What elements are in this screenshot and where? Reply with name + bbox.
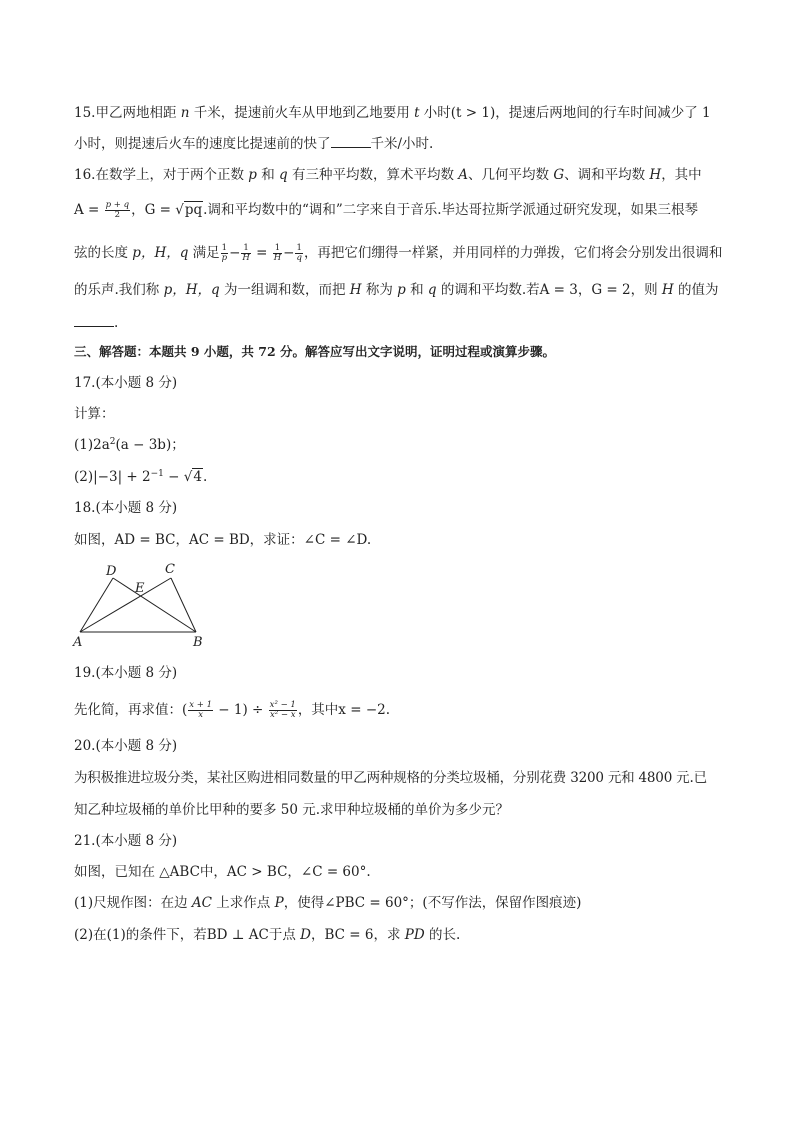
var-n: n: [180, 105, 190, 121]
text: 千米/小时.: [370, 136, 434, 152]
text: ，其中: [661, 167, 702, 183]
fraction: $\frac{\text{x² − 1}}{\text{x² − x}}$: [269, 700, 296, 720]
text: A =: [74, 202, 104, 218]
q20-line-1: 为积极推进垃圾分类，某社区购进相同数量的甲乙两种规格的分类垃圾桶，分别花费 3200 元和 4800 元.已: [74, 770, 707, 786]
q17-heading: 17.(本小题 8 分): [74, 375, 178, 391]
fraction: $\frac{1}{q}$: [296, 243, 302, 263]
text: ，再把它们绷得一样紧，并用同样的力弹拨，它们将会分别发出很调和: [303, 245, 723, 261]
text: 千米，提速前火车从甲地到乙地要用: [189, 105, 415, 121]
label-A: A: [73, 635, 83, 650]
text: 和: [256, 167, 280, 183]
text: 、调和平均数: [564, 167, 650, 183]
answer-blank[interactable]: [331, 133, 371, 148]
geometry-figure-q18: [68, 560, 218, 650]
q21-line-1: 如图，已知在 △ABC中，AC > BC，∠C = 60°.: [74, 864, 371, 880]
q16-line-1: [74, 165, 702, 185]
text: .调和平均数中的“调和”二字来自于音乐.毕达哥拉斯学派通过研究发现，如果三根琴: [203, 202, 699, 218]
fraction: $\frac{x + 1}{x}$: [189, 700, 213, 720]
fraction: $\frac{1}{p}$: [221, 243, 228, 263]
var-G: G: [553, 167, 565, 183]
segment-AD: [80, 578, 113, 632]
q15-line-1: [74, 103, 711, 123]
fraction: $\frac{1}{H}$: [242, 243, 250, 263]
q17-part-2: $(2)|-3| + 2^{-1} - √4$.: [74, 469, 208, 485]
q17-part-1: $(1)2a^2(a - 3b)$；: [74, 437, 185, 453]
vars: p，H，q: [163, 282, 220, 298]
var-q: q: [279, 167, 288, 183]
q20-line-2: 知乙种垃圾桶的单价比甲种的要多 50 元.求甲种垃圾桶的单价为多少元？: [74, 802, 510, 818]
q21-line-2: (1)尺规作图：在边 AC 上求作点 P，使得∠PBC = 60°；(不写作法，保留作图痕迹): [74, 895, 582, 911]
fraction: $\frac{1}{H}$: [273, 243, 282, 263]
text: 小时(t > 1)，提速后两地间的行车时间减少了 1: [419, 105, 711, 121]
q18-heading: 18.(本小题 8 分): [74, 500, 178, 516]
fraction: $\frac{p + q}{2}$: [105, 200, 130, 220]
q17-instruction: 计算：: [74, 406, 115, 422]
answer-blank[interactable]: [74, 312, 114, 327]
q20-heading: 20.(本小题 8 分): [74, 738, 178, 754]
text: 有三种平均数，算术平均数: [287, 167, 459, 183]
label-C: C: [165, 562, 175, 577]
text: 满足: [188, 245, 220, 261]
q21-line-3: (2)在(1)的条件下，若BD ⊥ AC于点 D，BC = 6，求 PD 的长.: [74, 927, 461, 943]
text: 为一组调和数，而把: [219, 282, 350, 298]
var-t: t: [414, 105, 420, 121]
var-A: A: [458, 167, 469, 183]
q16-line-4: 的乐声.我们称 p，H，q 为一组调和数，而把 H 称为 p 和 q 的调和平均数.若A = 3，G = 2，则 H 的值为: [74, 282, 719, 298]
q18-body: 如图，AD = BC，AC = BD，求证：∠C = ∠D.: [74, 532, 372, 548]
q19-body: 先化简，再求值：( $\frac{x + 1}{x}$ − 1) ÷ $\frac{\text{x² − 1}}{\text{x² − x}}$ ，其中x = −2.: [74, 700, 391, 720]
vars: p，H，q: [132, 245, 189, 261]
section-3-heading: 三、解答题：本题共 9 小题，共 72 分。解答应写出文字说明，证明过程或演算步骤。: [74, 344, 556, 359]
text: 15.甲乙两地相距: [74, 105, 181, 121]
text: ，G =: [131, 202, 176, 218]
var-H: H: [649, 167, 662, 183]
text: 、几何平均数: [468, 167, 554, 183]
var-p: p: [248, 167, 257, 183]
sqrt-pq: pq: [184, 202, 203, 218]
q15-line-2: [74, 133, 433, 154]
q21-heading: 21.(本小题 8 分): [74, 833, 178, 849]
q19-heading: 19.(本小题 8 分): [74, 665, 178, 681]
text: 的乐声.我们称: [74, 282, 164, 298]
label-E: E: [135, 581, 145, 596]
q16-line-5: .: [74, 312, 118, 333]
label-B: B: [193, 635, 203, 650]
text: 弦的长度: [74, 245, 133, 261]
label-D: D: [106, 564, 117, 579]
q16-line-3: 弦的长度 p，H，q 满足 $\frac{1}{p}$ − $\frac{1}{H}$ = $\frac{1}{H}$ − $\frac{1}{q}$ ，再把它们绷得一样紧，并用同样的力弹拨，它们将会分别发出很调和: [74, 243, 723, 263]
q16-line-2: A = $\frac{p + q}{2}$ ，G = √pq.调和平均数中的“调和”二字来自于音乐.毕达哥拉斯学派通过研究发现，如果三根琴: [74, 200, 699, 220]
text: 16.在数学上，对于两个正数: [74, 167, 249, 183]
text: 小时，则提速后火车的速度比提速前的快了: [74, 136, 331, 152]
